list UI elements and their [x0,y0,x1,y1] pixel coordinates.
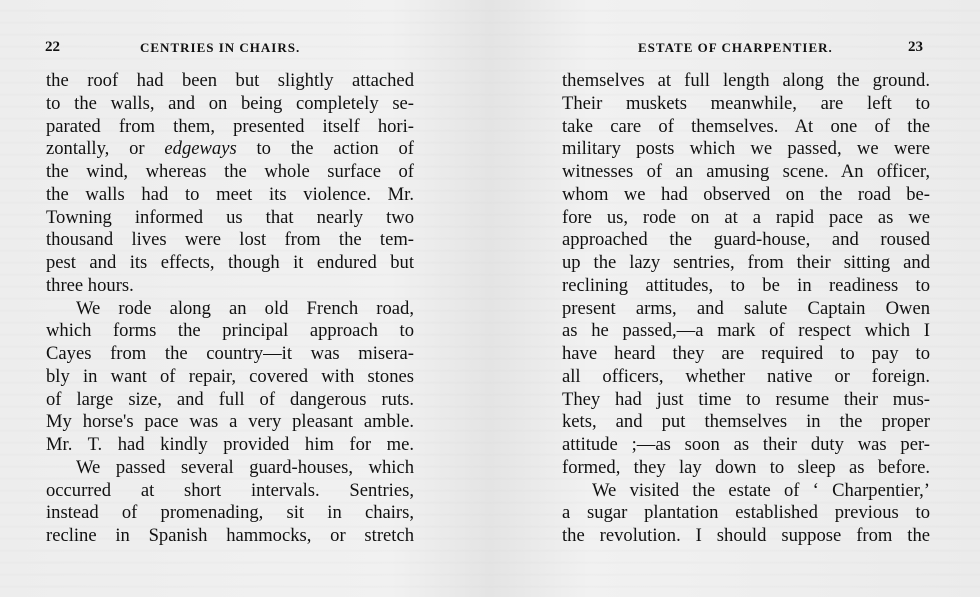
page-body-text [562,70,930,548]
text-line: have heard they are required to pay to [562,343,930,364]
running-head: CENTRIES IN CHAIRS. [140,40,301,55]
running-head: ESTATE OF CHARPENTIER. [638,40,833,55]
text-line: present arms, and salute Captain Owen [562,297,930,319]
text-line: instead of promenading, sit in chairs, [46,502,414,524]
text-line: zontally, or edgeways to the action of [46,138,414,160]
right-page [490,0,980,597]
text-line: bly in want of repair, covered with stones [46,365,414,387]
text-line: We rode along an old French road, [76,297,414,319]
text-line: all officers, whether native or foreign. [562,365,930,387]
text-line: reclining attitudes, to be in readiness to [562,274,930,296]
text-line: whom we had observed on the road be- [562,183,930,205]
text-line: kets, and put themselves in the proper [562,411,930,433]
page-number: 22 [45,39,60,55]
text-line: as he passed,—a mark of respect which I [562,320,930,342]
text-line: fore us, rode on at a rapid pace as we [562,206,930,228]
page-number: 23 [908,39,923,55]
text-line: the wind, whereas the whole surface of [46,161,414,182]
text-line: take care of themselves. At one of the [562,115,930,137]
text-line: approached the guard-house, and roused [562,229,930,251]
page-body-text [46,70,414,548]
text-line: pest and its effects, though it endured but [46,252,414,273]
text-line: which forms the principal approach to [46,320,414,342]
text-line: military posts which we passed, we were [562,138,930,160]
text-line: My horse's pace was a very pleasant amble. [46,411,414,433]
text-line: Towning informed us that nearly two [46,206,414,228]
text-line: occurred at short intervals. Sentries, [46,479,414,501]
text-line: thousand lives were lost from the tem- [46,229,414,251]
text-line: recline in Spanish hammocks, or stretch [46,525,414,546]
text-line: They had just time to resume their mus- [562,388,930,410]
text-line: the walls had to meet its violence. Mr. [46,183,414,205]
text-line: the revolution. I should suppose from the [562,525,930,546]
text-line: attitude ;—as soon as their duty was per- [562,434,930,455]
text-line: Their muskets meanwhile, are left to [562,92,930,114]
text-line: three hours. [46,274,134,296]
text-line: up the lazy sentries, from their sitting and [562,252,930,273]
text-line: the roof had been but slightly attached [46,70,414,91]
text-line: Mr. T. had kindly provided him for me. [46,434,414,455]
text-line: themselves at full length along the ground. [562,70,930,91]
text-line: a sugar plantation established previous to [562,502,930,524]
text-line: of large size, and full of dangerous ruts. [46,388,414,410]
text-line: We visited the estate of ‘ Charpentier,’ [592,479,930,501]
text-line: to the walls, and on being completely se- [46,92,414,114]
text-line: Cayes from the country—it was misera- [46,343,414,364]
text-line: formed, they lay down to sleep as before. [562,456,930,478]
text-line: witnesses of an amusing scene. An officer, [562,161,930,182]
text-line: parated from them, presented itself hori- [46,115,414,137]
text-line: We passed several guard-houses, which [76,456,414,478]
